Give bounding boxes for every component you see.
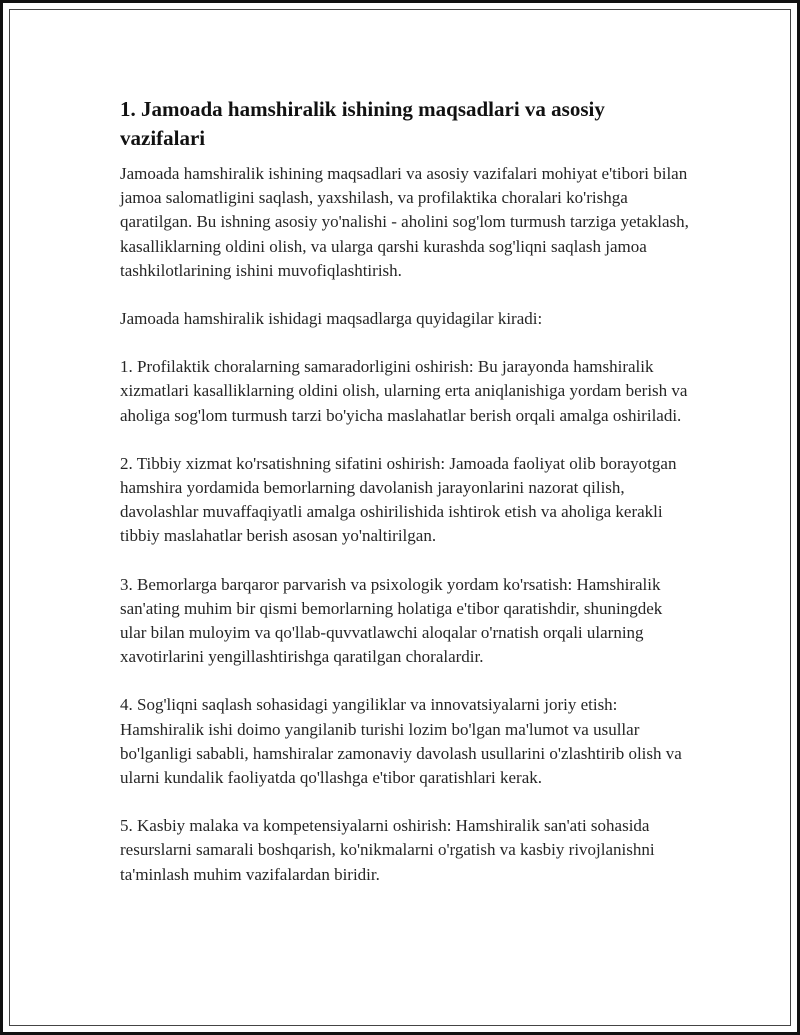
paragraph-goal-4: 4. Sog'liqni saqlash sohasidagi yangiliklar va innovatsiyalarni joriy etish: Hamshiralik ishi doimo yangilanib turishi lozim bo'lgan ma'lumot va usullar bo'lganligi sababli, hamshiralar zamonaviy davolash usullarini o'zlashtirib olish va ularni kundalik faoliyatda qo'llashga e'tibor qaratishlari kerak. [120,695,682,788]
paragraph-goal-2: 2. Tibbiy xizmat ko'rsatishning sifatini oshirish: Jamoada faoliyat olib borayotgan hamshira yordamida bemorlarning davolanish jarayonlarini nazorat qilish, davolashlar muvaffaqiyatli amalga oshirilishida ishtirok etish va aholiga kerakli tibbiy maslahatlar berish asosan yo'naltirilgan. [120,453,677,546]
document-body [120,95,690,911]
paragraph-intro: Jamoada hamshiralik ishining maqsadlari va asosiy vazifalari mohiyat e'tibori bilan jamoa salomatligini saqlash, yaxshilash, va profilaktika choralari ko'rishga qaratilgan. Bu ishning asosiy yo'nalishi - aholini sog'lom turmush tarziga yetaklash, kasalliklarning oldini olish, va ularga qarshi kurashda sog'liqni saqlash jamoa tashkilotlarining ishini muvofiqlashtirish. [120,164,689,280]
paragraph-goals-lead: Jamoada hamshiralik ishidagi maqsadlarga quyidagilar kiradi: [120,309,543,329]
paragraph-goal-1: 1. Profilaktik choralarning samaradorligini oshirish: Bu jarayonda hamshiralik xizmatlari kasalliklarning oldini olish, ularning erta aniqlanishiga yordam berish va aholiga sog'lom turmush tarzi bo'yicha maslahatlar berish orqali amalga oshiriladi. [120,357,688,425]
paragraph-goal-3: 3. Bemorlarga barqaror parvarish va psixologik yordam ko'rsatish: Hamshiralik san'ating muhim bir qismi bemorlarning holatiga e'tibor qaratishdir, shuningdek ular bilan muloyim va qo'llab-quvvatlawchi aloqalar o'rnatish orqali ularning xavotirlarini yengillashtirishga qaratilgan choralardir. [120,574,663,667]
document-title: 1. Jamoada hamshiralik ishining maqsadlari va asosiy vazifalari [120,97,605,150]
paragraph-goal-5: 5. Kasbiy malaka va kompetensiyalarni oshirish: Hamshiralik san'ati sohasida resurslarni samarali boshqarish, ko'nikmalarni o'rgatish va kasbiy rivojlanishni ta'minlash muhim vazifalardan biridir. [120,816,655,884]
